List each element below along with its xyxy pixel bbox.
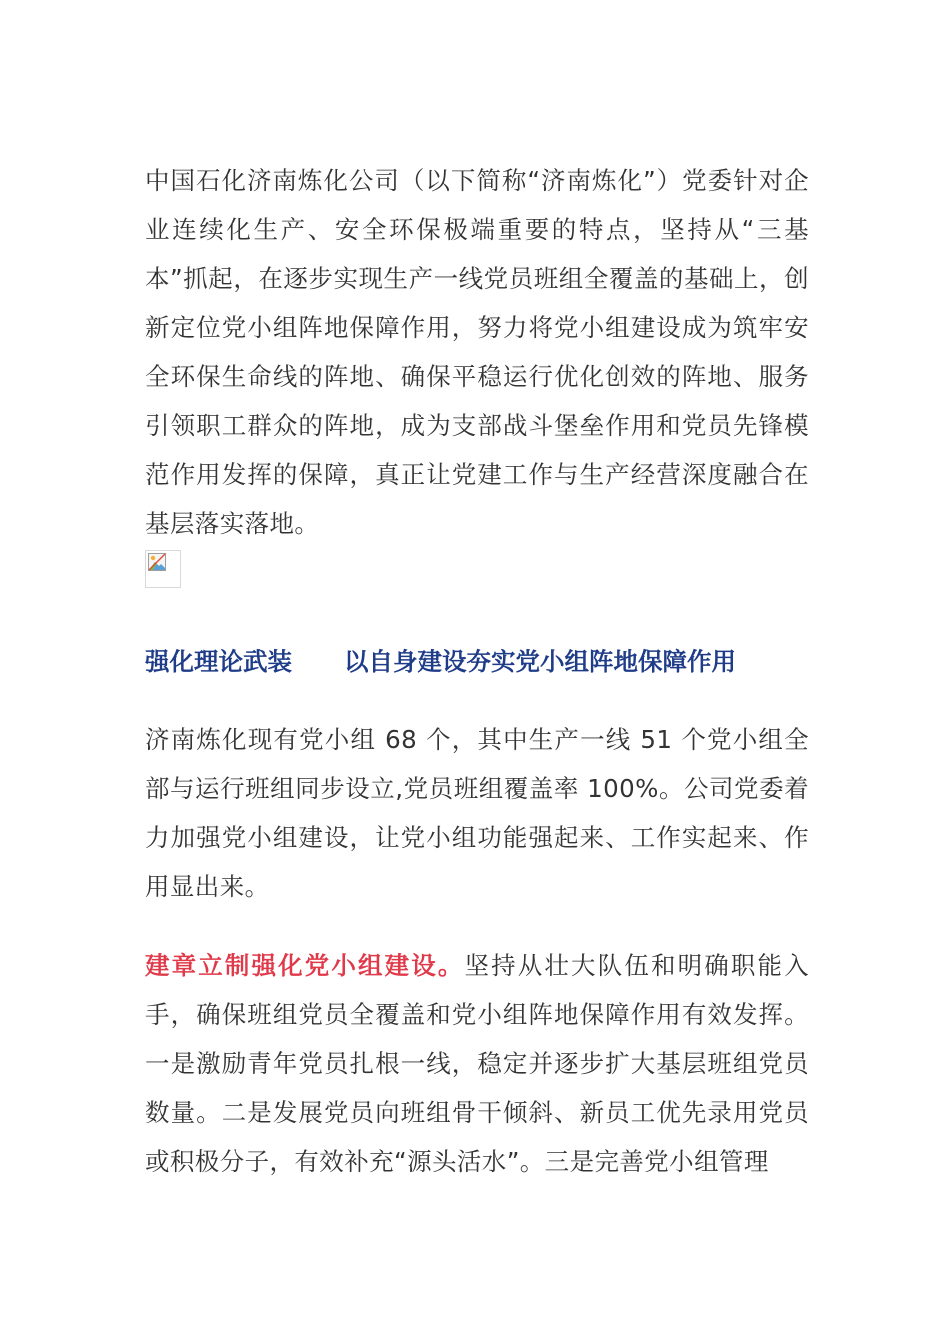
section2-body: 坚持从壮大队伍和明确职能入手，确保班组党员全覆盖和党小组阵地保障作用有效发挥。一是激励青年党员扎根一线，稳定并逐步扩大基层班组党员数量。二是发展党员向班组骨干倾斜、新员工优先录用党员或积极分子，有效补充“源头活水”。三是完善党小组管理 bbox=[145, 951, 809, 1176]
broken-image-icon bbox=[148, 553, 166, 571]
section-heading-part1: 强化理论武装 bbox=[145, 647, 292, 676]
article-content bbox=[145, 156, 809, 1186]
intro-paragraph: 中国石化济南炼化公司（以下简称“济南炼化”）党委针对企业连续化生产、安全环保极端重要的特点，坚持从“三基本”抓起，在逐步实现生产一线党员班组全覆盖的基础上，创新定位党小组阵地保障作用，努力将党小组建设成为筑牢安全环保生命线的阵地、确保平稳运行优化创效的阵地、服务引领职工群众的阵地，成为支部战斗堡垒作用和党员先锋模范作用发挥的保障，真正让党建工作与生产经营深度融合在基层落实落地。 bbox=[145, 166, 809, 538]
section2-paragraph bbox=[145, 941, 809, 1186]
section-heading bbox=[145, 642, 809, 682]
section1-paragraph: 济南炼化现有党小组 68 个，其中生产一线 51 个党小组全部与运行班组同步设立,党员班组覆盖率 100%。公司党委着力加强党小组建设，让党小组功能强起来、工作实起来、作用显出来。 bbox=[145, 725, 809, 901]
embedded-image[interactable] bbox=[145, 550, 181, 588]
section-heading-part2: 以自身建设夯实党小组阵地保障作用 bbox=[344, 647, 736, 676]
section2-lead: 建章立制强化党小组建设。 bbox=[145, 951, 465, 980]
